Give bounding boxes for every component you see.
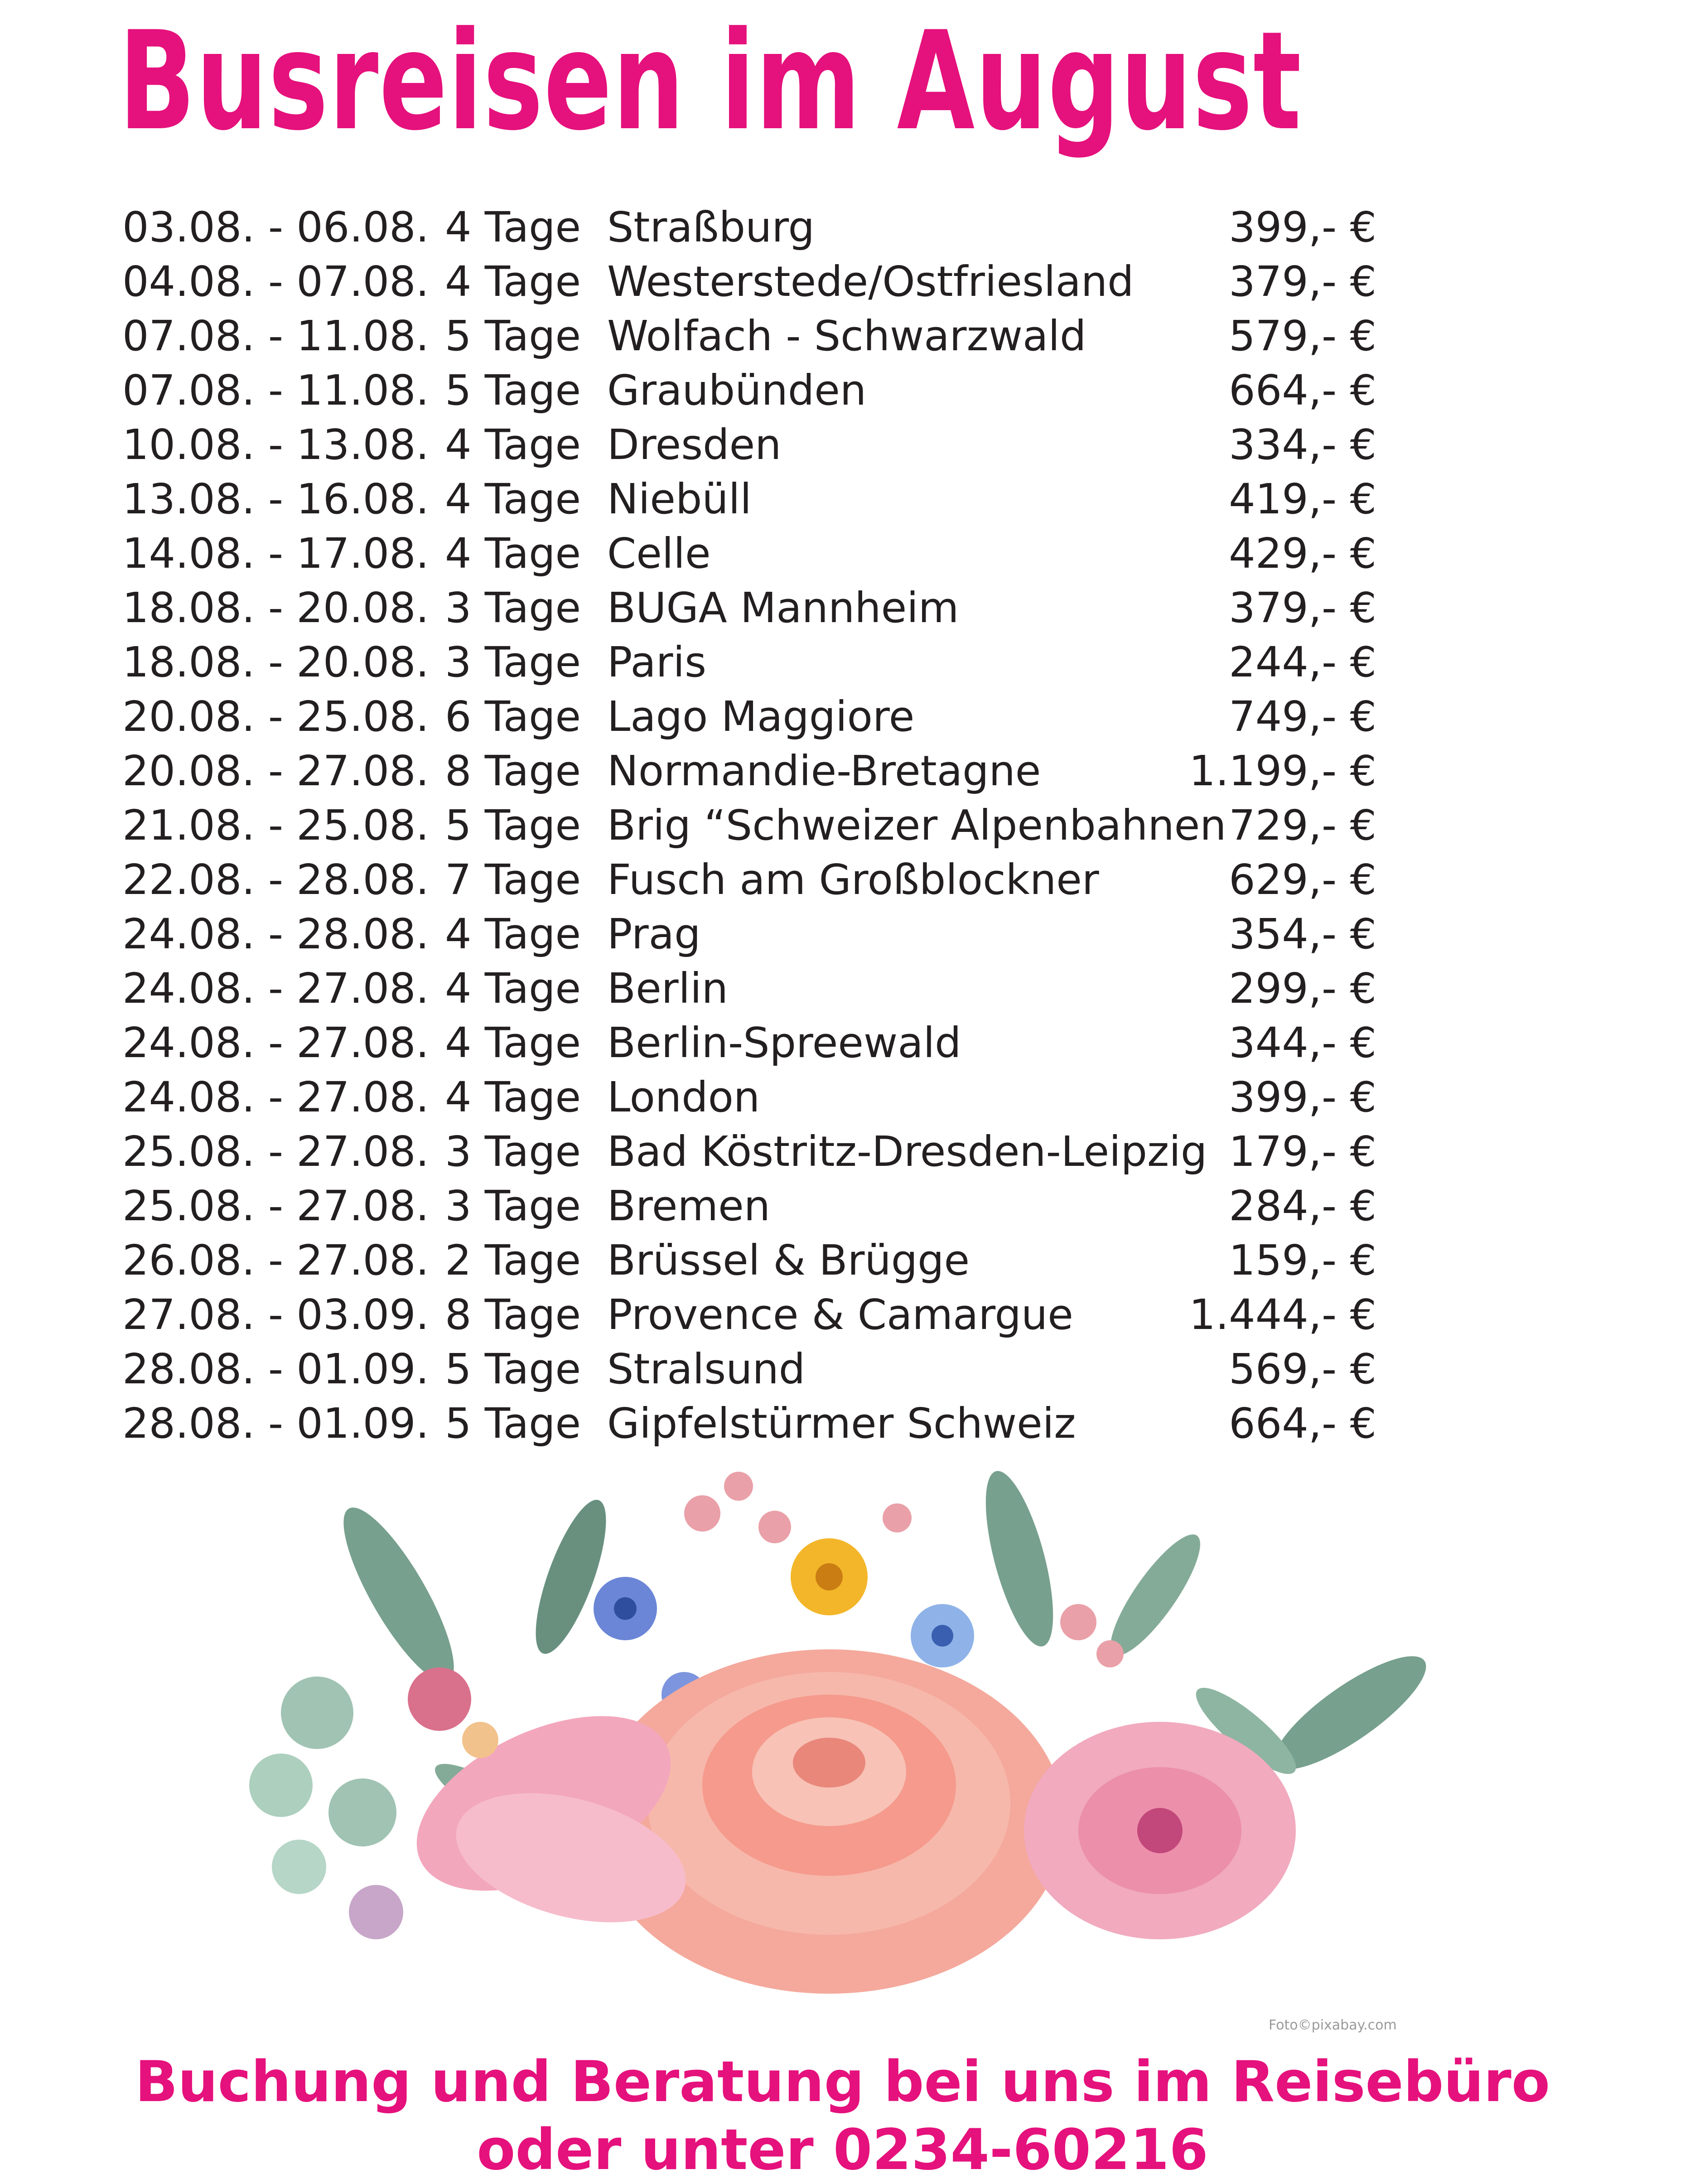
trip-destination: Wolfach - Schwarzwald [607, 312, 1086, 360]
trip-duration: 8 Tage [445, 747, 581, 795]
trip-duration: 4 Tage [445, 420, 581, 469]
trip-dates: 18.08. - 20.08. [122, 638, 429, 686]
trip-duration: 4 Tage [445, 910, 581, 958]
trip-duration: 4 Tage [445, 1073, 581, 1121]
trip-row [122, 1342, 1482, 1396]
trip-dates: 24.08. - 27.08. [122, 1019, 429, 1067]
trip-dates: 27.08. - 03.09. [122, 1290, 429, 1339]
trip-destination: Normandie-Bretagne [607, 747, 1041, 795]
trip-price: 244,- € [1229, 638, 1376, 686]
trip-duration: 3 Tage [445, 638, 581, 686]
trip-row [122, 1016, 1482, 1070]
trip-destination: Gipfelstürmer Schweiz [607, 1399, 1076, 1448]
trip-dates: 24.08. - 27.08. [122, 1073, 429, 1121]
buds [684, 1472, 1124, 1667]
trip-dates: 28.08. - 01.09. [122, 1399, 429, 1448]
trip-dates: 13.08. - 16.08. [122, 475, 429, 523]
trip-dates: 24.08. - 28.08. [122, 910, 429, 958]
trip-price: 664,- € [1229, 1399, 1376, 1448]
trip-row [122, 581, 1482, 635]
trip-dates: 25.08. - 27.08. [122, 1127, 429, 1176]
trip-duration: 3 Tage [445, 1182, 581, 1230]
right-flower [1024, 1722, 1296, 1939]
trip-destination: Celle [607, 529, 711, 578]
trip-row [122, 798, 1482, 853]
trip-dates: 18.08. - 20.08. [122, 584, 429, 632]
yellow-flower [791, 1538, 868, 1615]
phone-number[interactable]: oder unter 0234-60216 [477, 2117, 1208, 2183]
trip-row [122, 255, 1482, 309]
trip-price: 399,- € [1229, 203, 1376, 251]
trip-price: 569,- € [1229, 1345, 1376, 1393]
trip-price: 749,- € [1229, 692, 1376, 741]
trip-price: 429,- € [1229, 529, 1376, 578]
trip-row [122, 853, 1482, 907]
trip-price: 284,- € [1229, 1182, 1376, 1230]
trip-price: 354,- € [1229, 910, 1376, 958]
trip-destination: Straßburg [607, 203, 815, 251]
trip-row [122, 527, 1482, 581]
trip-duration: 2 Tage [445, 1236, 581, 1285]
trip-destination: Bremen [607, 1182, 771, 1230]
trip-dates: 21.08. - 25.08. [122, 801, 429, 850]
trip-dates: 04.08. - 07.08. [122, 257, 429, 306]
booking-info: Buchung und Beratung bei uns im Reisebüro [135, 2049, 1550, 2115]
trip-row [122, 744, 1482, 798]
trip-dates: 07.08. - 11.08. [122, 366, 429, 415]
trip-destination: Brüssel & Brügge [607, 1236, 970, 1285]
trip-row [122, 1233, 1482, 1288]
trip-row [122, 1125, 1482, 1179]
peony [594, 1649, 1065, 1994]
trip-dates: 20.08. - 27.08. [122, 747, 429, 795]
trip-dates: 24.08. - 27.08. [122, 964, 429, 1013]
trip-dates: 28.08. - 01.09. [122, 1345, 429, 1393]
trip-price: 344,- € [1229, 1019, 1376, 1067]
trip-price: 334,- € [1229, 420, 1376, 469]
trip-row [122, 1179, 1482, 1233]
trip-duration: 5 Tage [445, 366, 581, 415]
trip-destination: BUGA Mannheim [607, 584, 959, 632]
trip-destination: Brig “Schweizer Alpenbahnen [607, 801, 1226, 850]
photo-credit: Foto©pixabay.com [1269, 2017, 1397, 2033]
trip-duration: 5 Tage [445, 1345, 581, 1393]
trip-price: 179,- € [1229, 1127, 1376, 1176]
trip-destination: Prag [607, 910, 701, 958]
trip-duration: 4 Tage [445, 964, 581, 1013]
trip-row [122, 200, 1482, 255]
trip-duration: 4 Tage [445, 529, 581, 578]
trip-destination: Stralsund [607, 1345, 806, 1393]
trip-row [122, 309, 1482, 363]
trip-price: 379,- € [1229, 257, 1376, 306]
trip-destination: Paris [607, 638, 707, 686]
trip-destination: Fusch am Großblockner [607, 855, 1099, 904]
trip-dates: 07.08. - 11.08. [122, 312, 429, 360]
trip-destination: Dresden [607, 420, 782, 469]
trip-row [122, 1396, 1482, 1451]
trip-dates: 20.08. - 25.08. [122, 692, 429, 741]
trip-destination: Lago Maggiore [607, 692, 915, 741]
trip-price: 729,- € [1229, 801, 1376, 850]
trip-price: 664,- € [1229, 366, 1376, 415]
trip-destination: London [607, 1073, 760, 1121]
trip-list [122, 200, 1482, 1451]
trip-row [122, 1070, 1482, 1125]
trip-price: 299,- € [1229, 964, 1376, 1013]
trip-row [122, 962, 1482, 1016]
trip-dates: 03.08. - 06.08. [122, 203, 429, 251]
trip-destination: Westerstede/Ostfriesland [607, 257, 1134, 306]
trip-dates: 25.08. - 27.08. [122, 1182, 429, 1230]
trip-dates: 22.08. - 28.08. [122, 855, 429, 904]
trip-duration: 8 Tage [445, 1290, 581, 1339]
trip-duration: 4 Tage [445, 1019, 581, 1067]
trip-duration: 5 Tage [445, 1399, 581, 1448]
trip-duration: 3 Tage [445, 584, 581, 632]
trip-duration: 6 Tage [445, 692, 581, 741]
trip-price: 1.199,- € [1189, 747, 1376, 795]
trip-duration: 4 Tage [445, 257, 581, 306]
trip-price: 379,- € [1229, 584, 1376, 632]
trip-row [122, 363, 1482, 418]
trip-duration: 4 Tage [445, 475, 581, 523]
trip-row [122, 635, 1482, 690]
trip-row [122, 690, 1482, 744]
trip-destination: Niebüll [607, 475, 752, 523]
trip-destination: Berlin [607, 964, 728, 1013]
trip-price: 629,- € [1229, 855, 1376, 904]
trip-price: 579,- € [1229, 312, 1376, 360]
trip-row [122, 1288, 1482, 1342]
trip-destination: Graubünden [607, 366, 867, 415]
trip-duration: 4 Tage [445, 203, 581, 251]
trip-price: 1.444,- € [1189, 1290, 1376, 1339]
trip-row [122, 907, 1482, 962]
trip-price: 159,- € [1229, 1236, 1376, 1285]
trip-destination: Berlin-Spreewald [607, 1019, 961, 1067]
trip-duration: 5 Tage [445, 801, 581, 850]
trip-duration: 3 Tage [445, 1127, 581, 1176]
trip-dates: 14.08. - 17.08. [122, 529, 429, 578]
trip-destination: Bad Köstritz-Dresden-Leipzig [607, 1127, 1207, 1176]
page-title: Busreisen im August [119, 2, 1302, 160]
trip-dates: 10.08. - 13.08. [122, 420, 429, 469]
trip-destination: Provence & Camargue [607, 1290, 1073, 1339]
flower-bouquet-illustration [227, 1459, 1450, 2021]
trip-duration: 5 Tage [445, 312, 581, 360]
trip-row [122, 418, 1482, 472]
trip-dates: 26.08. - 27.08. [122, 1236, 429, 1285]
trip-price: 419,- € [1229, 475, 1376, 523]
trip-price: 399,- € [1229, 1073, 1376, 1121]
trip-duration: 7 Tage [445, 855, 581, 904]
trip-row [122, 472, 1482, 527]
